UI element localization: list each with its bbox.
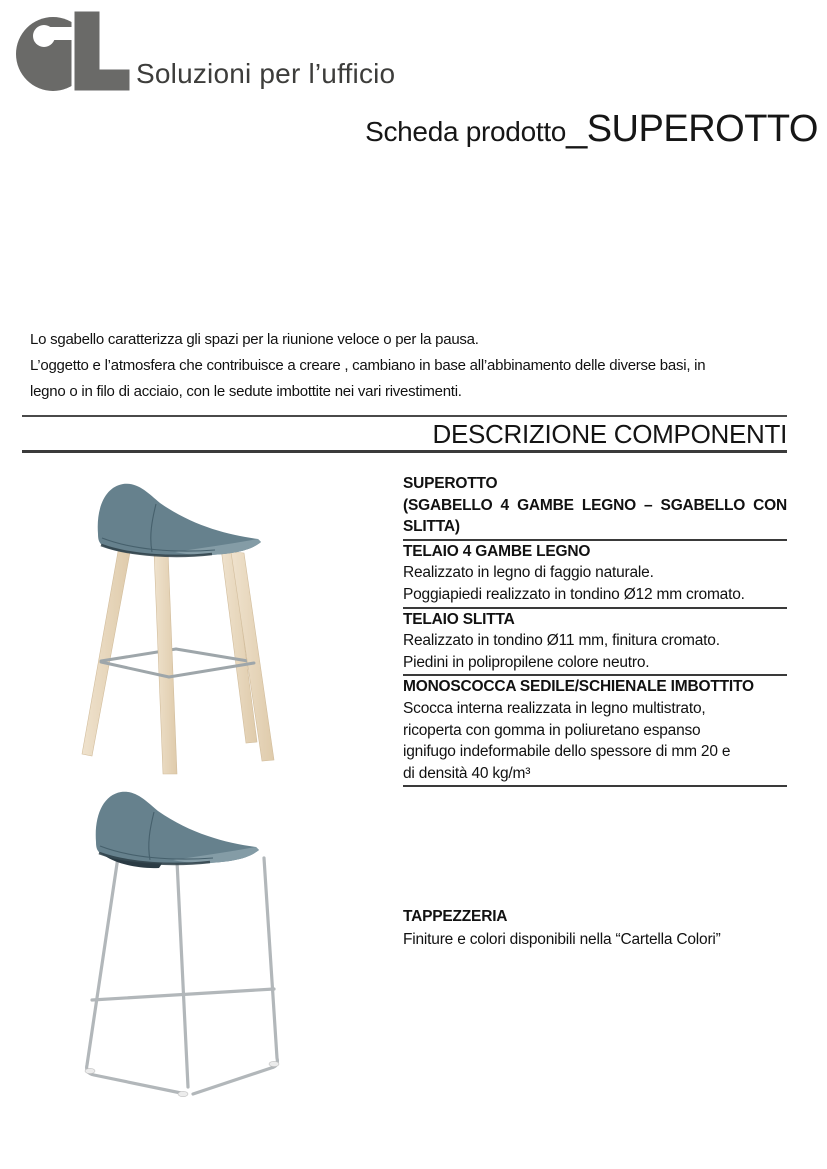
- component-line: Realizzato in tondino Ø11 mm, finitura cromato.: [403, 632, 720, 650]
- company-logo: [8, 6, 478, 98]
- component-line: Poggiapiedi realizzato in tondino Ø12 mm cromato.: [403, 585, 745, 603]
- divider-top: [22, 415, 787, 417]
- component-line: ricoperta con gomma in poliuretano espanso: [403, 721, 701, 739]
- title-prefix: Scheda prodotto: [365, 116, 567, 147]
- sled-foot: [85, 1068, 95, 1073]
- tappezzeria-text: Finiture e colori disponibili nella “Cartella Colori”: [403, 930, 721, 948]
- stool-sled-seat: [96, 792, 259, 868]
- component-line: Realizzato in legno di faggio naturale.: [403, 564, 654, 582]
- sled-right-loop: [193, 858, 277, 1094]
- intro-paragraph: [30, 327, 705, 405]
- intro-line: legno o in filo di acciaio, con le sedute imbottite nei vari rivestimenti.: [30, 383, 462, 400]
- component-section-superotto: [403, 473, 787, 541]
- section-header: DESCRIZIONE COMPONENTI: [432, 419, 787, 449]
- divider-bottom: [22, 450, 787, 453]
- sled-foot: [178, 1091, 188, 1096]
- component-subheading-line: SLITTA): [403, 518, 460, 536]
- stool-wood-seat: [98, 484, 261, 556]
- tappezzeria-heading: TAPPEZZERIA: [403, 908, 508, 925]
- stool-wood-image: [35, 458, 335, 780]
- title-product: _SUPEROTTO: [566, 108, 818, 150]
- component-heading: MONOSCOCCA SEDILE/SCHIENALE IMBOTTITO: [403, 678, 754, 696]
- page-title: [365, 108, 818, 151]
- component-line: di densità 40 kg/m³: [403, 764, 531, 782]
- component-heading: SUPEROTTO: [403, 475, 498, 492]
- logo-tagline: Soluzioni per l’ufficio: [136, 58, 396, 89]
- component-section-telaio-legno: [403, 541, 787, 609]
- intro-line: L’oggetto e l’atmosfera che contribuisce a creare , cambiano in base all’abbinamento delle diverse basi, in: [30, 357, 706, 374]
- component-subheading-line: (SGABELLO 4 GAMBE LEGNO – SGABELLO CON: [403, 496, 787, 514]
- sled-foot: [269, 1061, 279, 1066]
- footrest-ring-front: [101, 662, 254, 677]
- wood-leg: [154, 551, 177, 774]
- component-section-telaio-slitta: [403, 609, 787, 677]
- component-line: Piedini in polipropilene colore neutro.: [403, 653, 650, 671]
- sled-frame: [87, 857, 278, 1094]
- stool-sled-image: [45, 782, 335, 1114]
- intro-line: Lo sgabello caratterizza gli spazi per la riunione veloce o per la pausa.: [30, 331, 479, 348]
- wood-leg: [82, 546, 131, 756]
- sled-front-upright: [177, 861, 188, 1087]
- logo-mark-icon: [8, 8, 134, 94]
- component-section-monoscocca: [403, 676, 787, 787]
- footrest-ring-back: [101, 649, 254, 662]
- components-column: [403, 473, 787, 787]
- sled-left-loop: [87, 857, 181, 1093]
- component-line: Scocca interna realizzata in legno multistrato,: [403, 699, 706, 717]
- component-line: ignifugo indeformabile dello spessore di mm 20 e: [403, 743, 731, 761]
- component-heading: TELAIO SLITTA: [403, 610, 515, 628]
- tappezzeria-section: [403, 906, 787, 950]
- component-heading: TELAIO 4 GAMBE LEGNO: [403, 542, 591, 560]
